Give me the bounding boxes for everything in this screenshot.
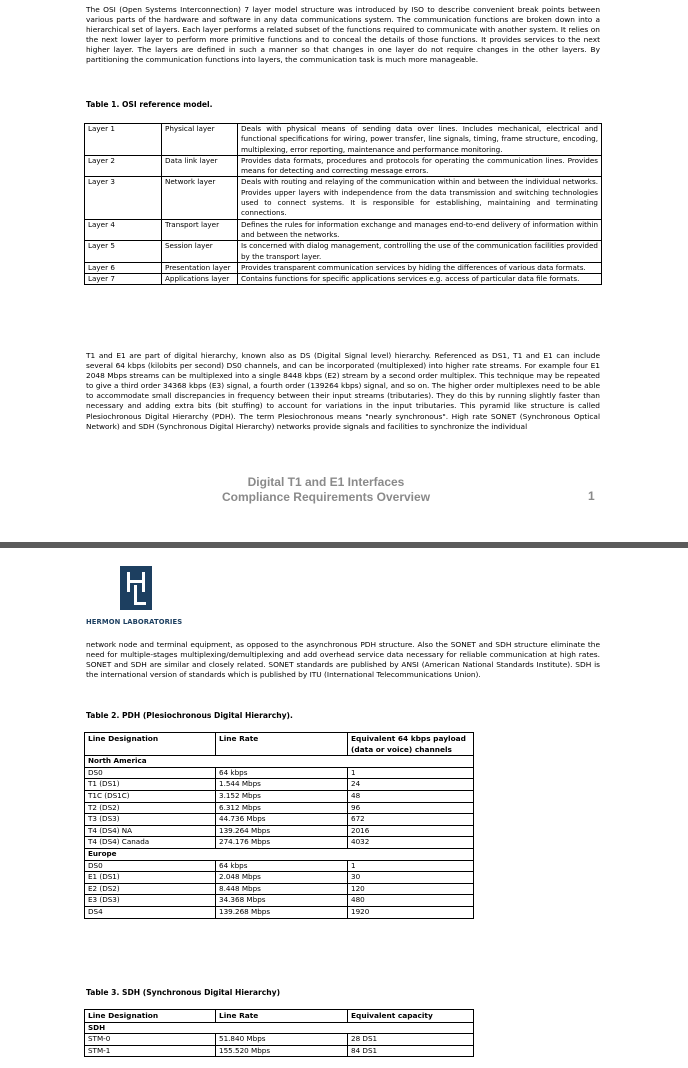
layer-number-cell: Layer 3 [85, 177, 162, 219]
table-row [85, 837, 474, 849]
table-cell: 8.448 Mbps [216, 883, 348, 895]
table-cell: 274.176 Mbps [216, 837, 348, 849]
table-cell: 64 kbps [216, 767, 348, 779]
table-row [85, 219, 602, 241]
table-cell: STM-1 [85, 1045, 216, 1057]
table-cell: DS0 [85, 860, 216, 872]
table-row [85, 906, 474, 918]
column-header: Equivalent 64 kbps payload (data or voice) channels [348, 733, 474, 756]
table-cell: 155.520 Mbps [216, 1045, 348, 1057]
layer-number-cell: Layer 7 [85, 274, 162, 285]
section-label: Europe [85, 848, 474, 860]
table-cell: STM-0 [85, 1034, 216, 1046]
table-cell: 48 [348, 790, 474, 802]
table-row [85, 895, 474, 907]
layer-number-cell: Layer 1 [85, 124, 162, 156]
table-row [85, 155, 602, 177]
table-cell: 51.840 Mbps [216, 1034, 348, 1046]
table-cell: T4 (DS4) Canada [85, 837, 216, 849]
hermon-logo-icon [120, 566, 152, 610]
layer-name-cell: Presentation layer [162, 262, 238, 273]
table-cell: T2 (DS2) [85, 802, 216, 814]
table-cell: 672 [348, 814, 474, 826]
layer-description-cell: Provides data formats, procedures and protocols for operating the communication lines. Provides means for detecting and correcting message errors. [238, 155, 602, 177]
table-row [85, 1045, 474, 1057]
section-label: SDH [85, 1022, 474, 1034]
layer-description-cell: Contains functions for specific applications services e.g. access of particular data file formats. [238, 274, 602, 285]
table-row [85, 1034, 474, 1046]
table-cell: 3.152 Mbps [216, 790, 348, 802]
section-label: North America [85, 756, 474, 768]
table-row [85, 872, 474, 884]
table-cell: 480 [348, 895, 474, 907]
layer-name-cell: Data link layer [162, 155, 238, 177]
section-row [85, 1022, 474, 1034]
table-cell: 4032 [348, 837, 474, 849]
table-row [85, 124, 602, 156]
table-cell: E2 (DS2) [85, 883, 216, 895]
table-row [85, 177, 602, 219]
layer-number-cell: Layer 6 [85, 262, 162, 273]
table-cell: 44.736 Mbps [216, 814, 348, 826]
table-cell: 2016 [348, 825, 474, 837]
layer-name-cell: Network layer [162, 177, 238, 219]
table-header-row [85, 1010, 474, 1023]
layer-description-cell: Defines the rules for information exchange and manages end-to-end delivery of information within and between the networks. [238, 219, 602, 241]
layer-description-cell: Provides transparent communication services by hiding the differences of various data formats. [238, 262, 602, 273]
page-number: 1 [588, 489, 595, 503]
table-cell: 96 [348, 802, 474, 814]
table-cell: 34.368 Mbps [216, 895, 348, 907]
layer-name-cell: Transport layer [162, 219, 238, 241]
layer-name-cell: Applications layer [162, 274, 238, 285]
table3-title: Table 3. SDH (Synchronous Digital Hierarchy) [86, 988, 281, 997]
layer-number-cell: Layer 4 [85, 219, 162, 241]
osi-reference-table [84, 123, 602, 285]
table-row [85, 814, 474, 826]
layer-description-cell: Deals with physical means of sending data over lines. Includes mechanical, electrical and functional specifications for wiring, power transfer, line signals, timing, frame structure, encoding, multiplexing, error reporting, maintenance and performance monitoring. [238, 124, 602, 156]
column-header: Line Rate [216, 733, 348, 756]
table1-title: Table 1. OSI reference model. [86, 100, 213, 109]
table-cell: 1.544 Mbps [216, 779, 348, 791]
table-cell: T1C (DS1C) [85, 790, 216, 802]
table-cell: 6.312 Mbps [216, 802, 348, 814]
table-cell: 30 [348, 872, 474, 884]
section-row [85, 756, 474, 768]
table-cell: 1920 [348, 906, 474, 918]
layer-number-cell: Layer 2 [85, 155, 162, 177]
table-row [85, 825, 474, 837]
hl-logo-mark [120, 566, 152, 610]
layer-description-cell: Is concerned with dialog management, controlling the use of the communication facilities provided by the transport layer. [238, 241, 602, 263]
table-cell: DS4 [85, 906, 216, 918]
table-row [85, 860, 474, 872]
table-row [85, 241, 602, 263]
column-header: Line Rate [216, 1010, 348, 1023]
column-header: Line Designation [85, 733, 216, 756]
table-row [85, 767, 474, 779]
table-cell: DS0 [85, 767, 216, 779]
intro-paragraph: The OSI (Open Systems Interconnection) 7 layer model structure was introduced by ISO to describe convenient break points between various parts of the hardware and software in any data communications system. The communication functions are broken down into a hierarchical set of layers. Each layer performs a related subset of the functions required to communicate with another system. It relies on the next lower layer to perform more primitive functions and to conceal the details of those functions. It provides services to the next higher layer. The layers are defined in such a manner so that changes in one layer do not require changes in the other layers. By partitioning the communication functions into layers, the communication task is much more manageable. [86, 5, 600, 65]
table-cell: T4 (DS4) NA [85, 825, 216, 837]
table-row [85, 274, 602, 285]
table-cell: 84 DS1 [348, 1045, 474, 1057]
table-cell: T3 (DS3) [85, 814, 216, 826]
layer-name-cell: Session layer [162, 241, 238, 263]
table-cell: 120 [348, 883, 474, 895]
hierarchy-paragraph: T1 and E1 are part of digital hierarchy, known also as DS (Digital Signal level) hierarchy. Referenced as DS1, T1 and E1 can include several 64 kbps (kilobits per second) DS0 channels, and can be incorporated (multiplexed) into higher rate streams. For example four E1 2048 Mbps streams can be multiplexed into a single 8448 kbps (E2) stream by a second order multiplex. This technique may be repeated to give a third order 34368 kbps (E3) signal, a fourth order (139264 kbps) signal, and so on. The higher order multiplexes need to be able to accommodate small discrepancies in frequency between their input streams (tributaries). They do this by running slightly faster than necessary and adding extra bits (bit stuffing) to account for variations in the input tributaries. This pyramid like structure is called Plesiochronous Digital Hierarchy (PDH). The term Plesiochronous means "nearly synchronous". High rate SONET (Synchronous Optical Network) and SDH (Synchronous Digital Hierarchy) networks provide signals and facilities to synchronize the individual [86, 351, 600, 431]
table-cell: 139.264 Mbps [216, 825, 348, 837]
footer-title: Digital T1 and E1 Interfaces [247, 475, 405, 489]
table-cell: 24 [348, 779, 474, 791]
sdh-table [84, 1009, 474, 1057]
layer-number-cell: Layer 5 [85, 241, 162, 263]
layer-description-cell: Deals with routing and relaying of the communication within and between the individual networks. Provides upper layers with independence from the data transmission and switching technologies used to connect systems. It is responsible for establishing, maintaining and terminating connections. [238, 177, 602, 219]
table-cell: 1 [348, 767, 474, 779]
table-row [85, 802, 474, 814]
table-cell: 139.268 Mbps [216, 906, 348, 918]
column-header: Equivalent capacity [348, 1010, 474, 1023]
company-name: HERMON LABORATORIES [86, 618, 183, 626]
table-cell: 64 kbps [216, 860, 348, 872]
table-cell: 28 DS1 [348, 1034, 474, 1046]
footer-subtitle: Compliance Requirements Overview [221, 490, 431, 504]
table2-title: Table 2. PDH (Plesiochronous Digital Hierarchy). [86, 711, 293, 720]
table-cell: T1 (DS1) [85, 779, 216, 791]
table-cell: E1 (DS1) [85, 872, 216, 884]
table-cell: 2.048 Mbps [216, 872, 348, 884]
layer-name-cell: Physical layer [162, 124, 238, 156]
table-row [85, 779, 474, 791]
table-header-row [85, 733, 474, 756]
table-cell: 1 [348, 860, 474, 872]
pdh-table [84, 732, 474, 919]
section-row [85, 848, 474, 860]
column-header: Line Designation [85, 1010, 216, 1023]
table-row [85, 790, 474, 802]
document-page-2 [0, 548, 688, 1068]
table-row [85, 883, 474, 895]
sonet-paragraph: network node and terminal equipment, as opposed to the asynchronous PDH structure. Also the SONET and SDH structure eliminate the need for multiple-stages multiplexing/demultiplexing and add overhead service data necessary for reliable communication at high rates. SONET and SDH are similar and closely related. SONET standards are published by ANSI (American National Standards Institute). SDH is the international version of standards which is published by ITU (International Telecommunications Union). [86, 640, 600, 680]
table-row [85, 262, 602, 273]
table-cell: E3 (DS3) [85, 895, 216, 907]
